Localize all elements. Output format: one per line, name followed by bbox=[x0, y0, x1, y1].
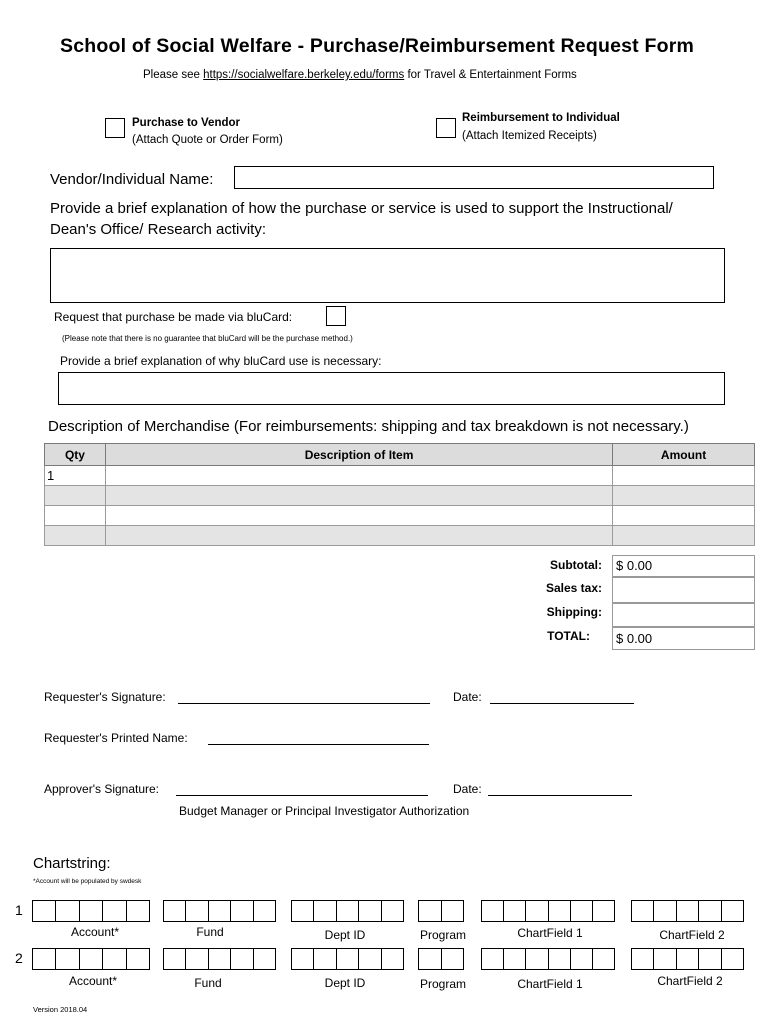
description-cell[interactable] bbox=[105, 506, 612, 526]
account-field-1[interactable] bbox=[32, 900, 150, 922]
chartfield2-field-2[interactable] bbox=[631, 948, 744, 970]
blucard-note: (Please note that there is no guarantee that bluCard will be the purchase method.) bbox=[62, 334, 353, 343]
approver-date-line[interactable] bbox=[488, 795, 632, 796]
dept-id-field-1[interactable] bbox=[291, 900, 404, 922]
account-label-2: Account* bbox=[68, 974, 118, 988]
explanation-label-line2: Dean's Office/ Research activity: bbox=[50, 221, 267, 238]
amount-cell[interactable] bbox=[613, 486, 755, 506]
shipping-label: Shipping: bbox=[546, 605, 602, 619]
approver-signature-label: Approver's Signature: bbox=[44, 782, 160, 796]
description-cell[interactable] bbox=[105, 526, 612, 546]
qty-cell[interactable] bbox=[45, 486, 106, 506]
table-row bbox=[45, 466, 755, 486]
subtotal-label: Subtotal: bbox=[550, 558, 602, 572]
vendor-name-label: Vendor/Individual Name: bbox=[50, 171, 214, 188]
chartfield2-field-1[interactable] bbox=[631, 900, 744, 922]
blucard-explain-label: Provide a brief explanation of why bluCard use is necessary: bbox=[60, 354, 382, 368]
chartstring-title: Chartstring: bbox=[33, 855, 111, 872]
dept-id-label-2: Dept ID bbox=[324, 976, 366, 990]
chartfield2-label-2: ChartField 2 bbox=[657, 974, 723, 988]
fund-label-2: Fund bbox=[194, 976, 222, 990]
total-field[interactable]: $ 0.00 bbox=[612, 627, 755, 650]
purchase-to-vendor-checkbox[interactable] bbox=[105, 118, 125, 138]
purchase-to-vendor-label: Purchase to Vendor bbox=[132, 117, 241, 129]
qty-cell[interactable] bbox=[45, 526, 106, 546]
blucard-request-label: Request that purchase be made via bluCard: bbox=[54, 310, 293, 324]
chartfield2-label-1: ChartField 2 bbox=[659, 928, 725, 942]
dept-id-label-1: Dept ID bbox=[324, 928, 366, 942]
form-title: School of Social Welfare - Purchase/Reimbursement Request Form bbox=[60, 35, 695, 57]
forms-note-suffix: for Travel & Entertainment Forms bbox=[404, 69, 577, 81]
fund-label-1: Fund bbox=[196, 925, 224, 939]
description-cell[interactable] bbox=[105, 486, 612, 506]
requester-signature-line[interactable] bbox=[178, 703, 430, 704]
fund-field-1[interactable] bbox=[163, 900, 276, 922]
purchase-to-vendor-note: (Attach Quote or Order Form) bbox=[132, 134, 283, 146]
description-cell[interactable] bbox=[105, 466, 612, 486]
amount-cell[interactable] bbox=[613, 526, 755, 546]
sales-tax-field[interactable] bbox=[612, 577, 755, 603]
amount-header: Amount bbox=[613, 444, 755, 466]
version-label: Version 2018.04 bbox=[33, 1005, 88, 1014]
chartfield1-field-1[interactable] bbox=[481, 900, 615, 922]
chartstring-row2-number: 2 bbox=[15, 950, 23, 966]
approver-note: Budget Manager or Principal Investigator Authorization bbox=[179, 804, 470, 818]
chartstring-row1-number: 1 bbox=[15, 902, 23, 918]
forms-link[interactable]: https://socialwelfare.berkeley.edu/forms bbox=[203, 69, 405, 81]
sales-tax-label: Sales tax: bbox=[545, 581, 602, 595]
requester-signature-label: Requester's Signature: bbox=[44, 690, 166, 704]
blucard-explain-input[interactable] bbox=[58, 372, 725, 405]
requester-date-label: Date: bbox=[453, 690, 482, 704]
approver-signature-line[interactable] bbox=[176, 795, 428, 796]
fund-field-2[interactable] bbox=[163, 948, 276, 970]
program-label-2: Program bbox=[419, 977, 466, 991]
chartfield1-field-2[interactable] bbox=[481, 948, 615, 970]
chartfield1-label-1: ChartField 1 bbox=[517, 926, 583, 940]
merchandise-table bbox=[44, 443, 755, 546]
description-header: Description of Item bbox=[105, 444, 612, 466]
shipping-field[interactable] bbox=[612, 603, 755, 627]
program-label-1: Program bbox=[419, 928, 466, 942]
subtotal-field[interactable]: $ 0.00 bbox=[612, 555, 755, 577]
explanation-label-line1: Provide a brief explanation of how the purchase or service is used to support the Instructional/ bbox=[50, 200, 673, 217]
table-row bbox=[45, 526, 755, 546]
amount-cell[interactable] bbox=[613, 506, 755, 526]
printed-name-label: Requester's Printed Name: bbox=[44, 731, 188, 745]
table-row bbox=[45, 486, 755, 506]
vendor-name-input[interactable] bbox=[234, 166, 714, 189]
amount-cell[interactable] bbox=[613, 466, 755, 486]
requester-date-line[interactable] bbox=[490, 703, 634, 704]
reimbursement-checkbox[interactable] bbox=[436, 118, 456, 138]
qty-cell[interactable]: 1 bbox=[45, 466, 106, 486]
account-field-2[interactable] bbox=[32, 948, 150, 970]
qty-cell[interactable] bbox=[45, 506, 106, 526]
table-row bbox=[45, 506, 755, 526]
qty-header: Qty bbox=[45, 444, 106, 466]
approver-date-label: Date: bbox=[453, 782, 482, 796]
account-label-1: Account* bbox=[70, 925, 120, 939]
blucard-checkbox[interactable] bbox=[326, 306, 346, 326]
program-field-1[interactable] bbox=[418, 900, 464, 922]
program-field-2[interactable] bbox=[418, 948, 464, 970]
printed-name-line[interactable] bbox=[208, 744, 429, 745]
forms-note bbox=[143, 69, 577, 81]
dept-id-field-2[interactable] bbox=[291, 948, 404, 970]
reimbursement-label: Reimbursement to Individual bbox=[462, 112, 620, 124]
reimbursement-note: (Attach Itemized Receipts) bbox=[462, 130, 597, 142]
explanation-textarea[interactable] bbox=[50, 248, 725, 303]
chartstring-note: *Account will be populated by swdesk bbox=[33, 878, 142, 885]
total-label: TOTAL: bbox=[547, 629, 590, 643]
forms-note-prefix: Please see bbox=[143, 69, 204, 81]
merchandise-label: Description of Merchandise (For reimbursements: shipping and tax breakdown is not necessary.) bbox=[48, 418, 689, 435]
chartfield1-label-2: ChartField 1 bbox=[517, 977, 583, 991]
